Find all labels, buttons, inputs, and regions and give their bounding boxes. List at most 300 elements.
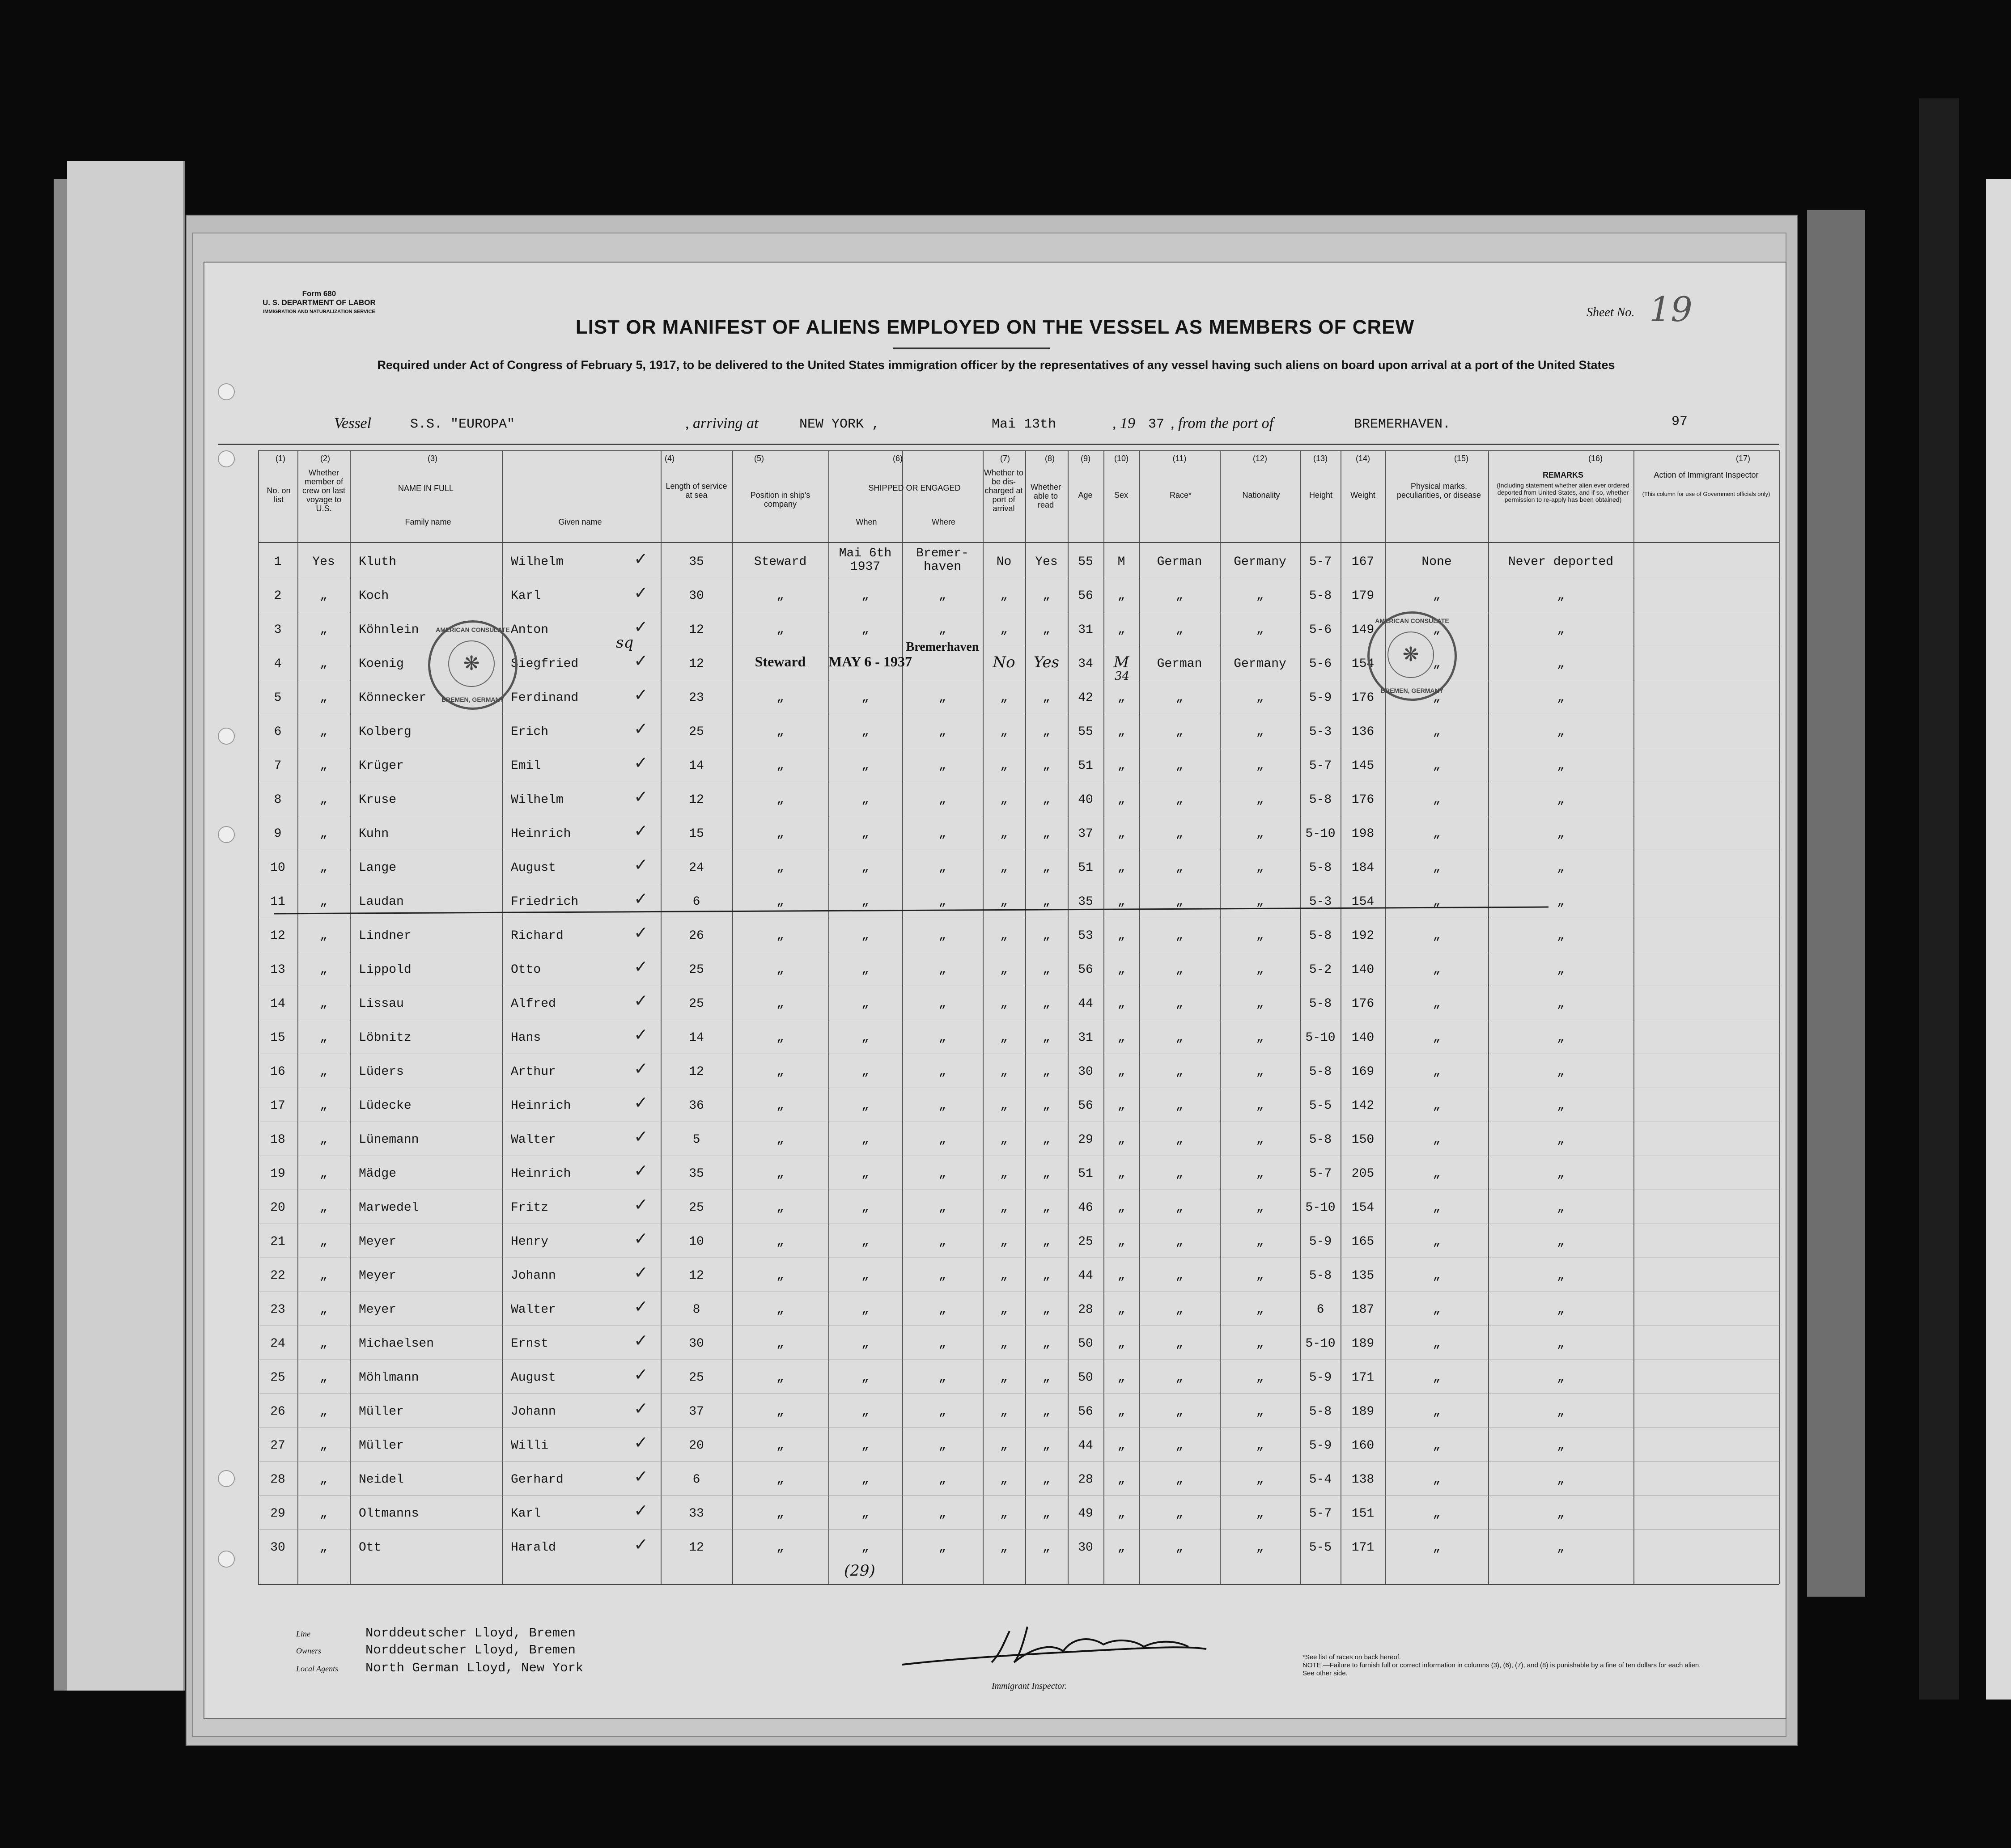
cell-remarks: „ <box>1557 1065 1565 1079</box>
checkmark-icon: ✓ <box>634 1229 648 1248</box>
cell-service: 30 <box>689 1337 704 1351</box>
cell-discharged: „ <box>1000 997 1008 1011</box>
checkmark-icon: ✓ <box>634 957 648 976</box>
cell-no: 15 <box>270 1031 285 1045</box>
cell-crew: „ <box>320 691 327 705</box>
cell-weight: 176 <box>1351 793 1375 807</box>
cell-when: „ <box>861 623 869 637</box>
table-row <box>258 1497 1779 1531</box>
table-row <box>258 1293 1779 1327</box>
cell-nationality: „ <box>1256 1303 1264 1317</box>
cell-sex: „ <box>1117 1473 1125 1487</box>
cell-family: Kolberg <box>359 725 412 739</box>
header-physical: Physical marks, peculiarities, or disease <box>1396 482 1481 500</box>
cell-physical: „ <box>1433 997 1441 1011</box>
column-number: (2) <box>320 454 330 463</box>
cell-position: „ <box>776 1099 784 1113</box>
cell-weight: 184 <box>1351 861 1375 875</box>
cell-weight: 169 <box>1351 1065 1375 1079</box>
cell-crew: „ <box>320 793 327 807</box>
cell-given: Harald <box>511 1541 556 1555</box>
cell-no: 4 <box>274 657 282 671</box>
cell-race: „ <box>1175 1167 1184 1181</box>
cell-given: Wilhelm <box>511 793 564 807</box>
cell-height: 5-8 <box>1309 1269 1332 1283</box>
cell-race: „ <box>1175 997 1184 1011</box>
cell-family: Löbnitz <box>359 1031 412 1045</box>
cell-read: „ <box>1043 1133 1050 1147</box>
cell-position: „ <box>776 1201 784 1215</box>
cell-position: „ <box>776 827 784 841</box>
punch-hole <box>218 1551 235 1568</box>
cell-remarks: „ <box>1557 997 1565 1011</box>
cell-read: „ <box>1043 725 1050 739</box>
cell-nationality: „ <box>1256 1065 1264 1079</box>
cell-service: 30 <box>689 589 704 603</box>
from-port-label: , from the port of <box>1171 415 1274 432</box>
cell-sex: „ <box>1117 1099 1125 1113</box>
cell-weight: 154 <box>1351 895 1375 909</box>
cell-position: „ <box>776 1303 784 1317</box>
cell-crew: „ <box>320 1541 327 1555</box>
cell-race: „ <box>1175 589 1184 603</box>
form-number: Form 680 <box>302 289 336 298</box>
cell-height: 5-10 <box>1305 1201 1336 1215</box>
table-row <box>258 1429 1779 1463</box>
cell-physical: „ <box>1433 793 1441 807</box>
table-row <box>258 1361 1779 1395</box>
header-action: Action of Immigrant Inspector <box>1654 470 1759 479</box>
cell-when: „ <box>861 1235 869 1249</box>
cell-read: „ <box>1043 997 1050 1011</box>
cell-no: 9 <box>274 827 282 841</box>
cell-height: 5-7 <box>1309 1507 1332 1521</box>
cell-weight: 145 <box>1351 759 1375 773</box>
cell-height: 5-8 <box>1309 793 1332 807</box>
cell-height: 5-10 <box>1305 827 1336 841</box>
cell-position: „ <box>776 861 784 875</box>
eagle-emblem-icon: ❋ <box>448 640 495 687</box>
cell-family: Oltmanns <box>359 1507 419 1521</box>
cell-crew: „ <box>320 895 327 909</box>
table-row <box>258 1021 1779 1055</box>
cell-discharged: „ <box>1000 1031 1008 1045</box>
cell-physical: „ <box>1433 1099 1441 1113</box>
cell-no: 21 <box>270 1235 285 1249</box>
cell-age: 51 <box>1078 861 1093 875</box>
cell-when: „ <box>861 895 869 909</box>
header-able-read: Whether able to read <box>1030 483 1061 509</box>
cell-physical: „ <box>1433 657 1441 671</box>
grid-line <box>258 450 1779 451</box>
cell-age: 56 <box>1078 1099 1093 1113</box>
cell-position: „ <box>776 1235 784 1249</box>
cell-nationality: „ <box>1256 691 1264 705</box>
cell-where: „ <box>938 1031 946 1045</box>
checkmark-icon: ✓ <box>634 1127 648 1146</box>
cell-height: 5-3 <box>1309 895 1332 909</box>
cell-weight: 167 <box>1351 555 1375 569</box>
cell-crew: „ <box>320 725 327 739</box>
cell-service: 36 <box>689 1099 704 1113</box>
cell-remarks: „ <box>1557 691 1565 705</box>
table-row <box>258 919 1779 953</box>
cell-sex: „ <box>1117 1541 1125 1555</box>
cell-discharged: „ <box>1000 1439 1008 1453</box>
cell-weight: 187 <box>1351 1303 1375 1317</box>
page-title: LIST OR MANIFEST OF ALIENS EMPLOYED ON THE VESSEL AS MEMBERS OF CREW <box>575 316 1415 338</box>
column-number: (7) <box>1000 454 1010 463</box>
cell-physical: „ <box>1433 1235 1441 1249</box>
cell-family: Lissau <box>359 997 404 1011</box>
header-weight: Weight <box>1350 491 1375 500</box>
column-number: (10) <box>1114 454 1129 463</box>
cell-discharged: „ <box>1000 1235 1008 1249</box>
cell-read: „ <box>1043 1235 1050 1249</box>
cell-crew: „ <box>320 1371 327 1385</box>
cell-age: 28 <box>1078 1473 1093 1487</box>
cell-when: „ <box>861 1201 869 1215</box>
header-given-name: Given name <box>558 517 602 526</box>
count-total: (29) <box>844 1562 875 1580</box>
header-age: Age <box>1078 491 1093 500</box>
cell-read: „ <box>1043 1269 1050 1283</box>
footer <box>204 1618 1786 1707</box>
cell-remarks: „ <box>1557 589 1565 603</box>
cell-crew: „ <box>320 657 327 671</box>
table-row <box>258 545 1779 579</box>
cell-where: „ <box>938 1235 946 1249</box>
cell-remarks: „ <box>1557 1235 1565 1249</box>
cell-when: „ <box>861 793 869 807</box>
cell-discharged: „ <box>1000 1337 1008 1351</box>
cell-service: 25 <box>689 997 704 1011</box>
seal-text-bottom: BREMEN, GERMANY <box>441 696 504 703</box>
cell-race: „ <box>1175 1337 1184 1351</box>
cell-when: „ <box>861 691 869 705</box>
cell-family: Koenig <box>359 657 404 671</box>
table-row <box>258 1089 1779 1123</box>
cell-family: Mädge <box>359 1167 397 1181</box>
arrival-year: 37 <box>1148 417 1165 432</box>
cell-sex: M <box>1113 653 1129 671</box>
cell-family: Lindner <box>359 929 412 943</box>
cell-read: „ <box>1043 1473 1050 1487</box>
cell-height: 5-5 <box>1309 1099 1332 1113</box>
cell-sex: „ <box>1117 827 1125 841</box>
cell-discharged: No <box>993 653 1015 671</box>
cell-sex: „ <box>1117 1201 1125 1215</box>
cell-sex: „ <box>1117 759 1125 773</box>
cell-race: „ <box>1175 1269 1184 1283</box>
cell-physical: „ <box>1433 1303 1441 1317</box>
cell-age: 29 <box>1078 1133 1093 1147</box>
cell-when: „ <box>861 929 869 943</box>
cell-remarks: „ <box>1557 1303 1565 1317</box>
cell-discharged: „ <box>1000 1541 1008 1555</box>
cell-service: 35 <box>689 1167 704 1181</box>
cell-family: Michaelsen <box>359 1337 434 1351</box>
cell-age: 49 <box>1078 1507 1093 1521</box>
column-number: (17) <box>1735 454 1750 463</box>
column-number: (1) <box>276 454 285 463</box>
row-4-age-original: 34 <box>1115 670 1130 683</box>
punch-hole <box>218 826 235 843</box>
cell-when: „ <box>861 1473 869 1487</box>
table-row <box>258 1463 1779 1497</box>
cell-given: Otto <box>511 963 541 977</box>
cell-given: Alfred <box>511 997 556 1011</box>
cell-physical: „ <box>1433 1201 1441 1215</box>
cell-read: „ <box>1043 895 1050 909</box>
cell-nationality: „ <box>1256 1337 1264 1351</box>
cell-given: Ernst <box>511 1337 549 1351</box>
cell-no: 17 <box>270 1099 285 1113</box>
cell-family: Kruse <box>359 793 397 807</box>
cell-read: „ <box>1043 623 1050 637</box>
voyage-line <box>204 414 1786 439</box>
cell-when: „ <box>861 997 869 1011</box>
cell-remarks: „ <box>1557 929 1565 943</box>
cell-when: „ <box>861 1065 869 1079</box>
cell-age: 31 <box>1078 1031 1093 1045</box>
cell-where: „ <box>938 1201 946 1215</box>
arriving-label: , arriving at <box>685 415 759 432</box>
cell-no: 3 <box>274 623 282 637</box>
cell-remarks: „ <box>1557 963 1565 977</box>
cell-given: Heinrich <box>511 827 571 841</box>
manifest-sheet <box>204 262 1786 1719</box>
cell-given: Arthur <box>511 1065 556 1079</box>
cell-discharged: „ <box>1000 1473 1008 1487</box>
cell-service: 15 <box>689 827 704 841</box>
cell-nationality: „ <box>1256 997 1264 1011</box>
header-no-on-list: No. on list <box>267 486 291 504</box>
cell-family: Kluth <box>359 555 397 569</box>
eagle-emblem-icon: ❋ <box>1387 632 1434 678</box>
cell-weight: 205 <box>1351 1167 1375 1181</box>
cell-nationality: „ <box>1256 1507 1264 1521</box>
cell-given: Friedrich <box>511 895 579 909</box>
column-number: (8) <box>1045 454 1055 463</box>
cell-position: „ <box>776 1405 784 1419</box>
cell-position: „ <box>776 895 784 909</box>
cell-given: Heinrich <box>511 1099 571 1113</box>
table-row <box>258 1123 1779 1157</box>
cell-no: 12 <box>270 929 285 943</box>
cell-given: Karl <box>511 1507 541 1521</box>
punch-hole <box>218 450 235 467</box>
cell-age: 46 <box>1078 1201 1093 1215</box>
cell-family: Meyer <box>359 1269 397 1283</box>
cell-height: 5-8 <box>1309 1065 1332 1079</box>
checkmark-icon: ✓ <box>634 719 648 738</box>
line-label: Line <box>296 1629 311 1638</box>
header-nationality: Nationality <box>1242 491 1280 500</box>
cell-remarks: „ <box>1557 895 1565 909</box>
cell-read: „ <box>1043 1507 1050 1521</box>
header-remarks: REMARKS <box>1542 470 1583 479</box>
header-race: Race* <box>1169 491 1192 500</box>
cell-nationality: „ <box>1256 827 1264 841</box>
cell-given: Willi <box>511 1439 549 1453</box>
cell-race: „ <box>1175 895 1184 909</box>
line-value: Norddeutscher Lloyd, Bremen <box>365 1626 576 1640</box>
cell-read: „ <box>1043 589 1050 603</box>
cell-family: Lünemann <box>359 1133 419 1147</box>
cell-no: 5 <box>274 691 282 705</box>
cell-family: Marwedel <box>359 1201 419 1215</box>
cell-read: „ <box>1043 1405 1050 1419</box>
cell-physical: „ <box>1433 1473 1441 1487</box>
cell-crew: „ <box>320 827 327 841</box>
cell-nationality: Germany <box>1234 657 1286 671</box>
cell-nationality: „ <box>1256 1099 1264 1113</box>
cell-given: August <box>511 861 556 875</box>
cell-no: 7 <box>274 759 282 773</box>
cell-sex: „ <box>1117 589 1125 603</box>
cell-position: „ <box>776 623 784 637</box>
cell-crew: Yes <box>312 555 335 569</box>
cell-height: 5-9 <box>1309 1371 1332 1385</box>
cell-no: 1 <box>274 555 282 569</box>
cell-weight: 136 <box>1351 725 1375 739</box>
cell-when: „ <box>861 1405 869 1419</box>
cell-discharged: „ <box>1000 1303 1008 1317</box>
cell-sex: „ <box>1117 1065 1125 1079</box>
cell-nationality: „ <box>1256 793 1264 807</box>
checkmark-icon: ✓ <box>634 1331 648 1350</box>
cell-service: 12 <box>689 1065 704 1079</box>
cell-crew: „ <box>320 1269 327 1283</box>
cell-service: 20 <box>689 1439 704 1453</box>
cell-race: „ <box>1175 929 1184 943</box>
cell-read: „ <box>1043 861 1050 875</box>
cell-nationality: „ <box>1256 963 1264 977</box>
cell-race: „ <box>1175 1507 1184 1521</box>
cell-discharged: „ <box>1000 623 1008 637</box>
cell-weight: 150 <box>1351 1133 1375 1147</box>
cell-read: „ <box>1043 759 1050 773</box>
cell-height: 6 <box>1316 1303 1324 1317</box>
cell-service: 33 <box>689 1507 704 1521</box>
cell-when: „ <box>861 963 869 977</box>
cell-sex: „ <box>1117 1337 1125 1351</box>
checkmark-icon: ✓ <box>634 787 648 806</box>
cell-when: „ <box>861 759 869 773</box>
cell-position: „ <box>776 1133 784 1147</box>
cell-family: Koch <box>359 589 389 603</box>
cell-no: 24 <box>270 1337 285 1351</box>
cell-sex: „ <box>1117 725 1125 739</box>
cell-where: „ <box>938 1065 946 1079</box>
cell-weight: 165 <box>1351 1235 1375 1249</box>
cell-service: 12 <box>689 1269 704 1283</box>
cell-physical: „ <box>1433 1541 1441 1555</box>
cell-remarks: „ <box>1557 623 1565 637</box>
cell-height: 5-4 <box>1309 1473 1332 1487</box>
cell-race: „ <box>1175 1133 1184 1147</box>
cell-when: „ <box>861 1133 869 1147</box>
cell-nationality: „ <box>1256 1167 1264 1181</box>
punch-hole <box>218 383 235 400</box>
cell-service: 26 <box>689 929 704 943</box>
checkmark-icon: ✓ <box>634 1025 648 1044</box>
cell-sex: „ <box>1117 1235 1125 1249</box>
table-row <box>258 817 1779 851</box>
cell-sex: „ <box>1117 1031 1125 1045</box>
cell-crew: „ <box>320 1473 327 1487</box>
table-row <box>258 715 1779 749</box>
cell-where: „ <box>938 1269 946 1283</box>
checkmark-icon: ✓ <box>634 1297 648 1316</box>
cell-race: German <box>1157 555 1202 569</box>
cell-position: „ <box>776 725 784 739</box>
cell-read: „ <box>1043 1541 1050 1555</box>
cell-when: „ <box>861 827 869 841</box>
cell-family: Lippold <box>359 963 412 977</box>
cell-where: „ <box>938 623 946 637</box>
cell-given: Gerhard <box>511 1473 564 1487</box>
column-number: (4) <box>665 454 675 463</box>
cell-age: 30 <box>1078 1541 1093 1555</box>
cell-service: 35 <box>689 555 704 569</box>
header-family-name: Family name <box>405 517 451 526</box>
cell-family: Neidel <box>359 1473 404 1487</box>
column-number: (5) <box>754 454 764 463</box>
cell-when: „ <box>861 1031 869 1045</box>
cell-discharged: „ <box>1000 1133 1008 1147</box>
cell-where: „ <box>938 997 946 1011</box>
cell-when: „ <box>861 1167 869 1181</box>
cell-sex: „ <box>1117 691 1125 705</box>
owners-label: Owners <box>296 1646 322 1655</box>
cell-remarks: „ <box>1557 793 1565 807</box>
cell-age: 56 <box>1078 1405 1093 1419</box>
cell-height: 5-8 <box>1309 997 1332 1011</box>
cell-discharged: „ <box>1000 1065 1008 1079</box>
cell-no: 26 <box>270 1405 285 1419</box>
cell-sex: „ <box>1117 1133 1125 1147</box>
cell-physical: None <box>1421 555 1452 569</box>
column-number: (3) <box>428 454 437 463</box>
cell-crew: „ <box>320 589 327 603</box>
table-row <box>258 783 1779 817</box>
cell-position: „ <box>776 1269 784 1283</box>
cell-position: „ <box>776 1031 784 1045</box>
cell-height: 5-8 <box>1309 861 1332 875</box>
cell-family: Krüger <box>359 759 404 773</box>
cell-given: Karl <box>511 589 541 603</box>
cell-when: „ <box>861 1337 869 1351</box>
table-row <box>258 987 1779 1021</box>
cell-read: „ <box>1043 1099 1050 1113</box>
cell-race: „ <box>1175 623 1184 637</box>
backing-board <box>1807 210 1865 1597</box>
cell-nationality: „ <box>1256 589 1264 603</box>
table-row <box>258 579 1779 613</box>
cell-family: Lange <box>359 861 397 875</box>
cell-sex: „ <box>1117 1303 1125 1317</box>
cell-sex: „ <box>1117 1371 1125 1385</box>
table-row <box>258 953 1779 987</box>
cell-crew: „ <box>320 1507 327 1521</box>
cell-remarks: „ <box>1557 1541 1565 1555</box>
adjacent-frame-strip <box>1986 179 2011 1700</box>
cell-position: Steward <box>755 653 806 670</box>
cell-read: „ <box>1043 1371 1050 1385</box>
table-row <box>258 1055 1779 1089</box>
